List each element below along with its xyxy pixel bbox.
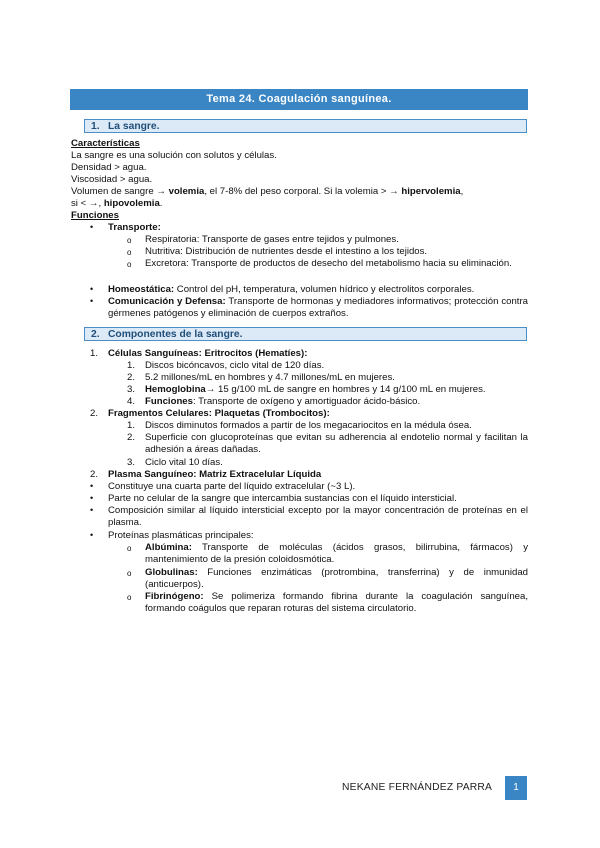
text-span: Transporte de moléculas (ácidos grasos, bilirrubina, fármacos) y mantenimiento de la presión coloidosmótica. bbox=[145, 542, 528, 565]
circle-bullet-icon: o bbox=[127, 260, 132, 269]
protein-item-albumina bbox=[145, 542, 528, 565]
footer-author: NEKANE FERNÁNDEZ PARRA bbox=[342, 782, 493, 793]
text-span: Células Sanguíneas bbox=[108, 348, 199, 359]
plaqueta-item: Superficie con glucoproteínas que evitan su adherencia al endotelio normal y facilitan la adhesión a áreas dañadas. bbox=[145, 432, 528, 455]
circle-bullet-icon: o bbox=[127, 544, 132, 553]
bullet-icon: • bbox=[90, 296, 94, 306]
comunicacion-item bbox=[108, 296, 528, 319]
funciones-label: Funciones bbox=[145, 396, 193, 407]
text-span: . bbox=[159, 198, 163, 209]
plaqueta-item: Ciclo vital 10 días. bbox=[145, 457, 223, 468]
text-span: , bbox=[98, 198, 104, 209]
homeostatica-label: Homeostática: bbox=[108, 284, 175, 295]
list-number: 2. bbox=[127, 372, 136, 383]
protein-item-globulinas bbox=[145, 567, 528, 590]
homeostatica-item bbox=[108, 284, 474, 296]
list-number: 3. bbox=[127, 384, 136, 395]
bullet-icon: • bbox=[90, 530, 94, 540]
text-span: : Transporte de oxígeno y amortiguador ácido-básico. bbox=[192, 396, 421, 407]
arrow: → bbox=[156, 186, 166, 197]
text-span: → 15 g/100 mL de sangre en hombres y 14 g/100 mL en mujeres. bbox=[205, 384, 486, 395]
plasma-heading: Plasma Sanguíneo: Matriz Extracelular Líquida bbox=[108, 469, 322, 480]
caracteristicas-heading: Características bbox=[71, 138, 140, 149]
list-number: 1. bbox=[127, 360, 136, 371]
plasma-item: Composición similar al líquido intersticial excepto por la mayor concentración de proteínas en el plasma. bbox=[108, 505, 528, 528]
plasma-item: Proteínas plasmáticas principales: bbox=[108, 530, 254, 541]
page-number: 1 bbox=[505, 776, 527, 800]
arrow: → bbox=[88, 198, 99, 209]
protein-item-fibrinogeno bbox=[145, 591, 528, 614]
paragraph: La sangre es una solución con solutos y células. bbox=[71, 150, 277, 161]
list-number: 2. bbox=[127, 432, 136, 443]
plaqueta-item: Discos diminutos formados a partir de los megacariocitos en la médula ósea. bbox=[145, 420, 472, 431]
bullet-icon: • bbox=[90, 493, 94, 503]
text-span: si < bbox=[71, 198, 89, 209]
text-span: Funciones enzimáticas (protrombina, transferrina) y de inmunidad (anticuerpos). bbox=[145, 567, 528, 590]
text-span: Transporte de hormonas y mediadores informativos; protección contra gérmenes patógenos y eliminación de cuerpos extraños. bbox=[108, 296, 528, 319]
section-heading-2 bbox=[84, 327, 527, 341]
transporte-item: Nutritiva: Distribución de nutrientes desde el intestino a los tejidos. bbox=[145, 246, 428, 257]
list-number: 3. bbox=[127, 457, 136, 468]
list-number: 1. bbox=[127, 420, 136, 431]
plasma-item: Parte no celular de la sangre que intercambia sustancias con el líquido intersticial. bbox=[108, 493, 457, 504]
eritrocito-item: 5.2 millones/mL en hombres y 4.7 millones/mL en mujeres. bbox=[145, 372, 395, 383]
circle-bullet-icon: o bbox=[127, 569, 132, 578]
transporte-label: Transporte: bbox=[108, 222, 161, 233]
term-hipovolemia: hipovolemia bbox=[103, 198, 160, 209]
text-span: , el 7-8% del peso corporal. Si la volemia > bbox=[204, 186, 390, 197]
list-number: 2. bbox=[90, 469, 99, 480]
text-span: Se polimeriza formando fibrina durante la coagulación sanguínea, formando coágulos que reparan roturas del sistema circulatorio. bbox=[145, 591, 528, 614]
funciones-item bbox=[145, 396, 420, 408]
text-span: Volumen de sangre bbox=[71, 186, 157, 197]
circle-bullet-icon: o bbox=[127, 236, 132, 245]
bullet-icon: • bbox=[90, 284, 94, 294]
bullet-icon: • bbox=[90, 505, 94, 515]
fragmentos-heading: Fragmentos Celulares: Plaquetas (Trombocitos): bbox=[108, 408, 330, 419]
section-number: 2. bbox=[91, 329, 100, 340]
term-volemia: volemia bbox=[168, 186, 205, 197]
list-number: 1. bbox=[90, 348, 99, 359]
section-number: 1. bbox=[91, 121, 100, 132]
volemia-line bbox=[71, 186, 528, 198]
protein-label: Fibrinógeno: bbox=[145, 591, 204, 602]
volemia-line-2 bbox=[71, 198, 162, 210]
arrow: → bbox=[389, 186, 399, 197]
section-title: Componentes de la sangre. bbox=[108, 329, 243, 340]
protein-label: Albúmina: bbox=[145, 542, 192, 553]
section-title: La sangre. bbox=[108, 121, 160, 132]
paragraph: Viscosidad > agua. bbox=[71, 174, 153, 185]
bullet-icon: • bbox=[90, 481, 94, 491]
text-span: Control del pH, temperatura, volumen hídrico y electrolitos corporales. bbox=[174, 284, 475, 295]
page-title: Tema 24. Coagulación sanguínea. bbox=[70, 89, 528, 110]
list-number: 2. bbox=[90, 408, 99, 419]
hemoglobina-item bbox=[145, 384, 486, 396]
text-span: : Eritrocitos (Hematíes): bbox=[198, 348, 308, 359]
funciones-heading: Funciones bbox=[71, 210, 119, 221]
protein-label: Globulinas: bbox=[145, 567, 198, 578]
plasma-item: Constituye una cuarta parte del líquido extracelular (~3 L). bbox=[108, 481, 356, 492]
text-span: , bbox=[460, 186, 464, 197]
celulas-heading bbox=[108, 348, 307, 360]
term-hipervolemia: hipervolemia bbox=[401, 186, 461, 197]
circle-bullet-icon: o bbox=[127, 248, 132, 257]
section-heading-1 bbox=[84, 119, 527, 133]
hemoglobina-label: Hemoglobina bbox=[145, 384, 206, 395]
eritrocito-item: Discos bicóncavos, ciclo vital de 120 días. bbox=[145, 360, 325, 371]
list-number: 4. bbox=[127, 396, 136, 407]
bullet-icon: • bbox=[90, 222, 94, 232]
transporte-item: Excretora: Transporte de productos de desecho del metabolismo hacia su eliminación. bbox=[145, 258, 512, 269]
comunicacion-label: Comunicación y Defensa: bbox=[108, 296, 226, 307]
paragraph: Densidad > agua. bbox=[71, 162, 147, 173]
circle-bullet-icon: o bbox=[127, 593, 132, 602]
transporte-item: Respiratoria: Transporte de gases entre tejidos y pulmones. bbox=[145, 234, 399, 245]
